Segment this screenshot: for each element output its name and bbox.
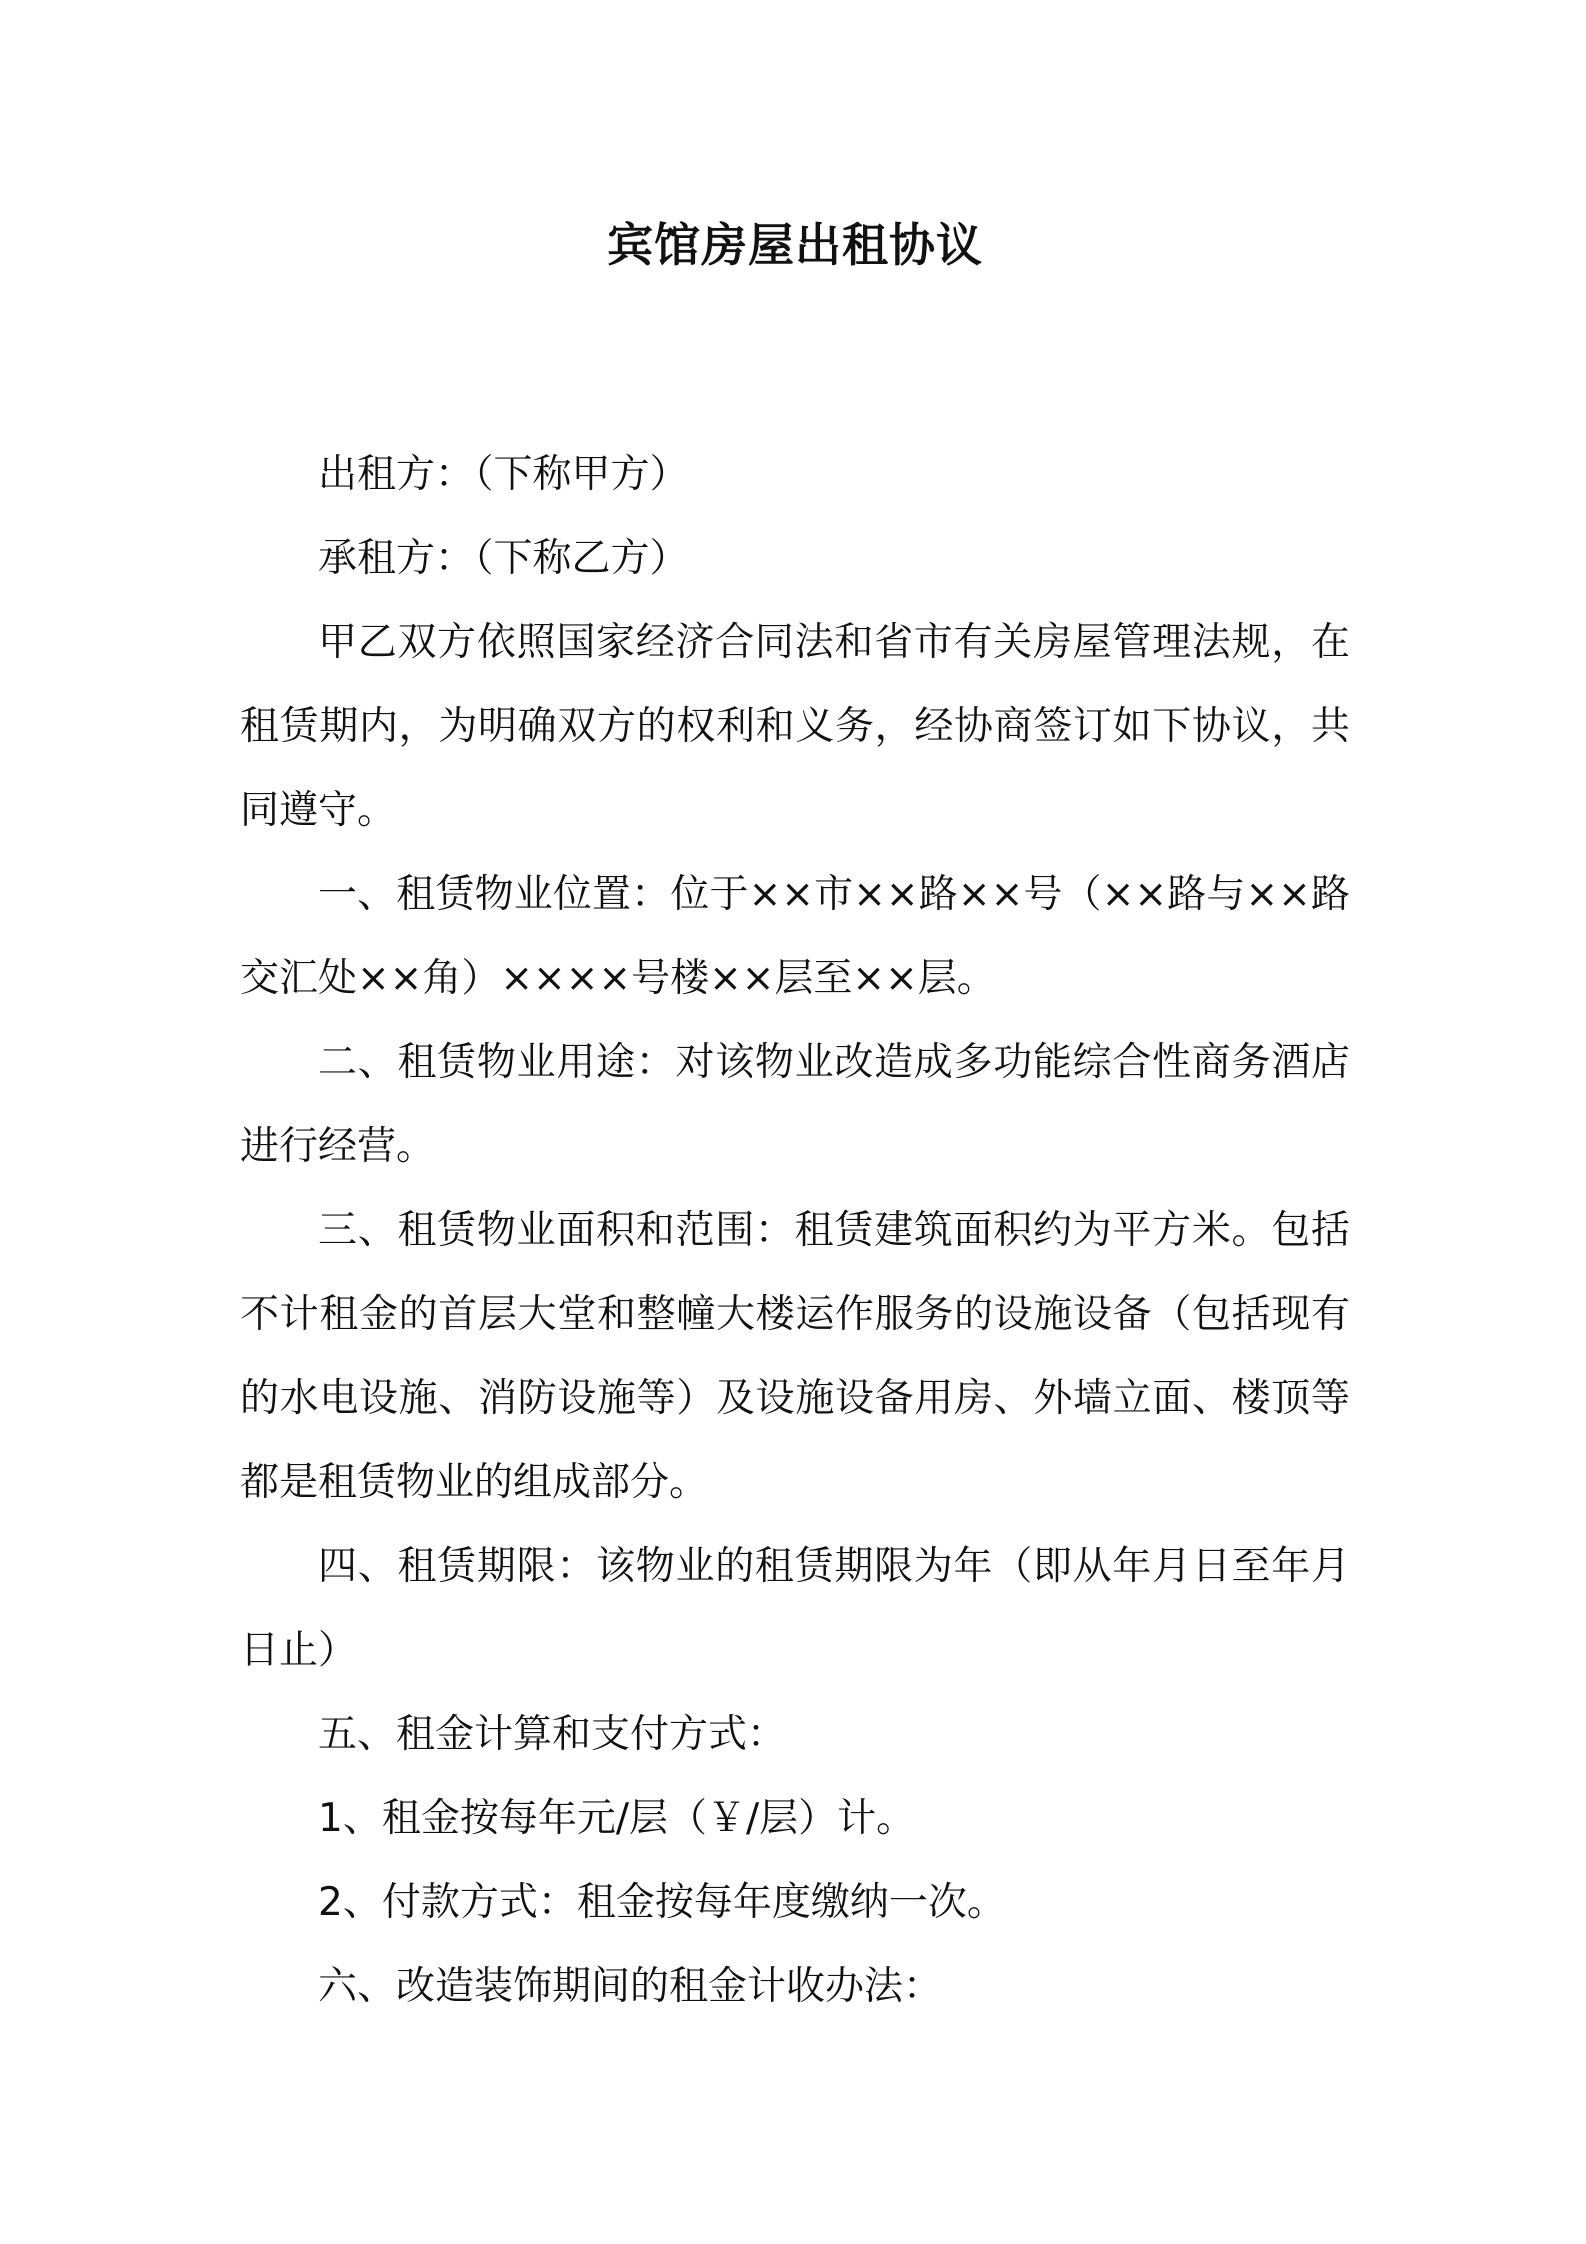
lessee-line: 承租方：（下称乙方） <box>318 536 689 581</box>
document-body <box>240 433 1350 2029</box>
clause-5-item-1: 1、租金按每年元/层（￥/层）计。 <box>318 1796 916 1841</box>
clause-3-area-scope: 三、租赁物业面积和范围：租赁建筑面积约为平方米。包括不计租金的首层大堂和整幢大楼运作服务的设施设备（包括现有的水电设施、消防设施等）及设施设备用房、外墙立面、楼顶等都是租赁物业的组成部分。 <box>240 1208 1350 1505</box>
clause-5-item-2: 2、付款方式：租金按每年度缴纳一次。 <box>318 1880 1006 1925</box>
document-title: 宾馆房屋出租协议 <box>607 218 983 272</box>
preamble-paragraph: 甲乙双方依照国家经济合同法和省市有关房屋管理法规，在租赁期内，为明确双方的权利和义务，经协商签订如下协议，共同遵守。 <box>240 620 1350 833</box>
clause-1-location: 一、租赁物业位置：位于××市××路××号（××路与××路交汇处××角）××××号楼××层至××层。 <box>240 872 1350 1001</box>
clause-6-renovation-rent: 六、改造装饰期间的租金计收办法： <box>318 1964 943 2009</box>
clause-4-term: 四、租赁期限：该物业的租赁期限为年（即从年月日至年月日止） <box>240 1544 1350 1673</box>
lessor-line: 出租方：（下称甲方） <box>318 452 689 497</box>
clause-2-usage: 二、租赁物业用途：对该物业改造成多功能综合性商务酒店进行经营。 <box>240 1040 1350 1169</box>
clause-5-rent-payment: 五、租金计算和支付方式： <box>318 1712 787 1757</box>
